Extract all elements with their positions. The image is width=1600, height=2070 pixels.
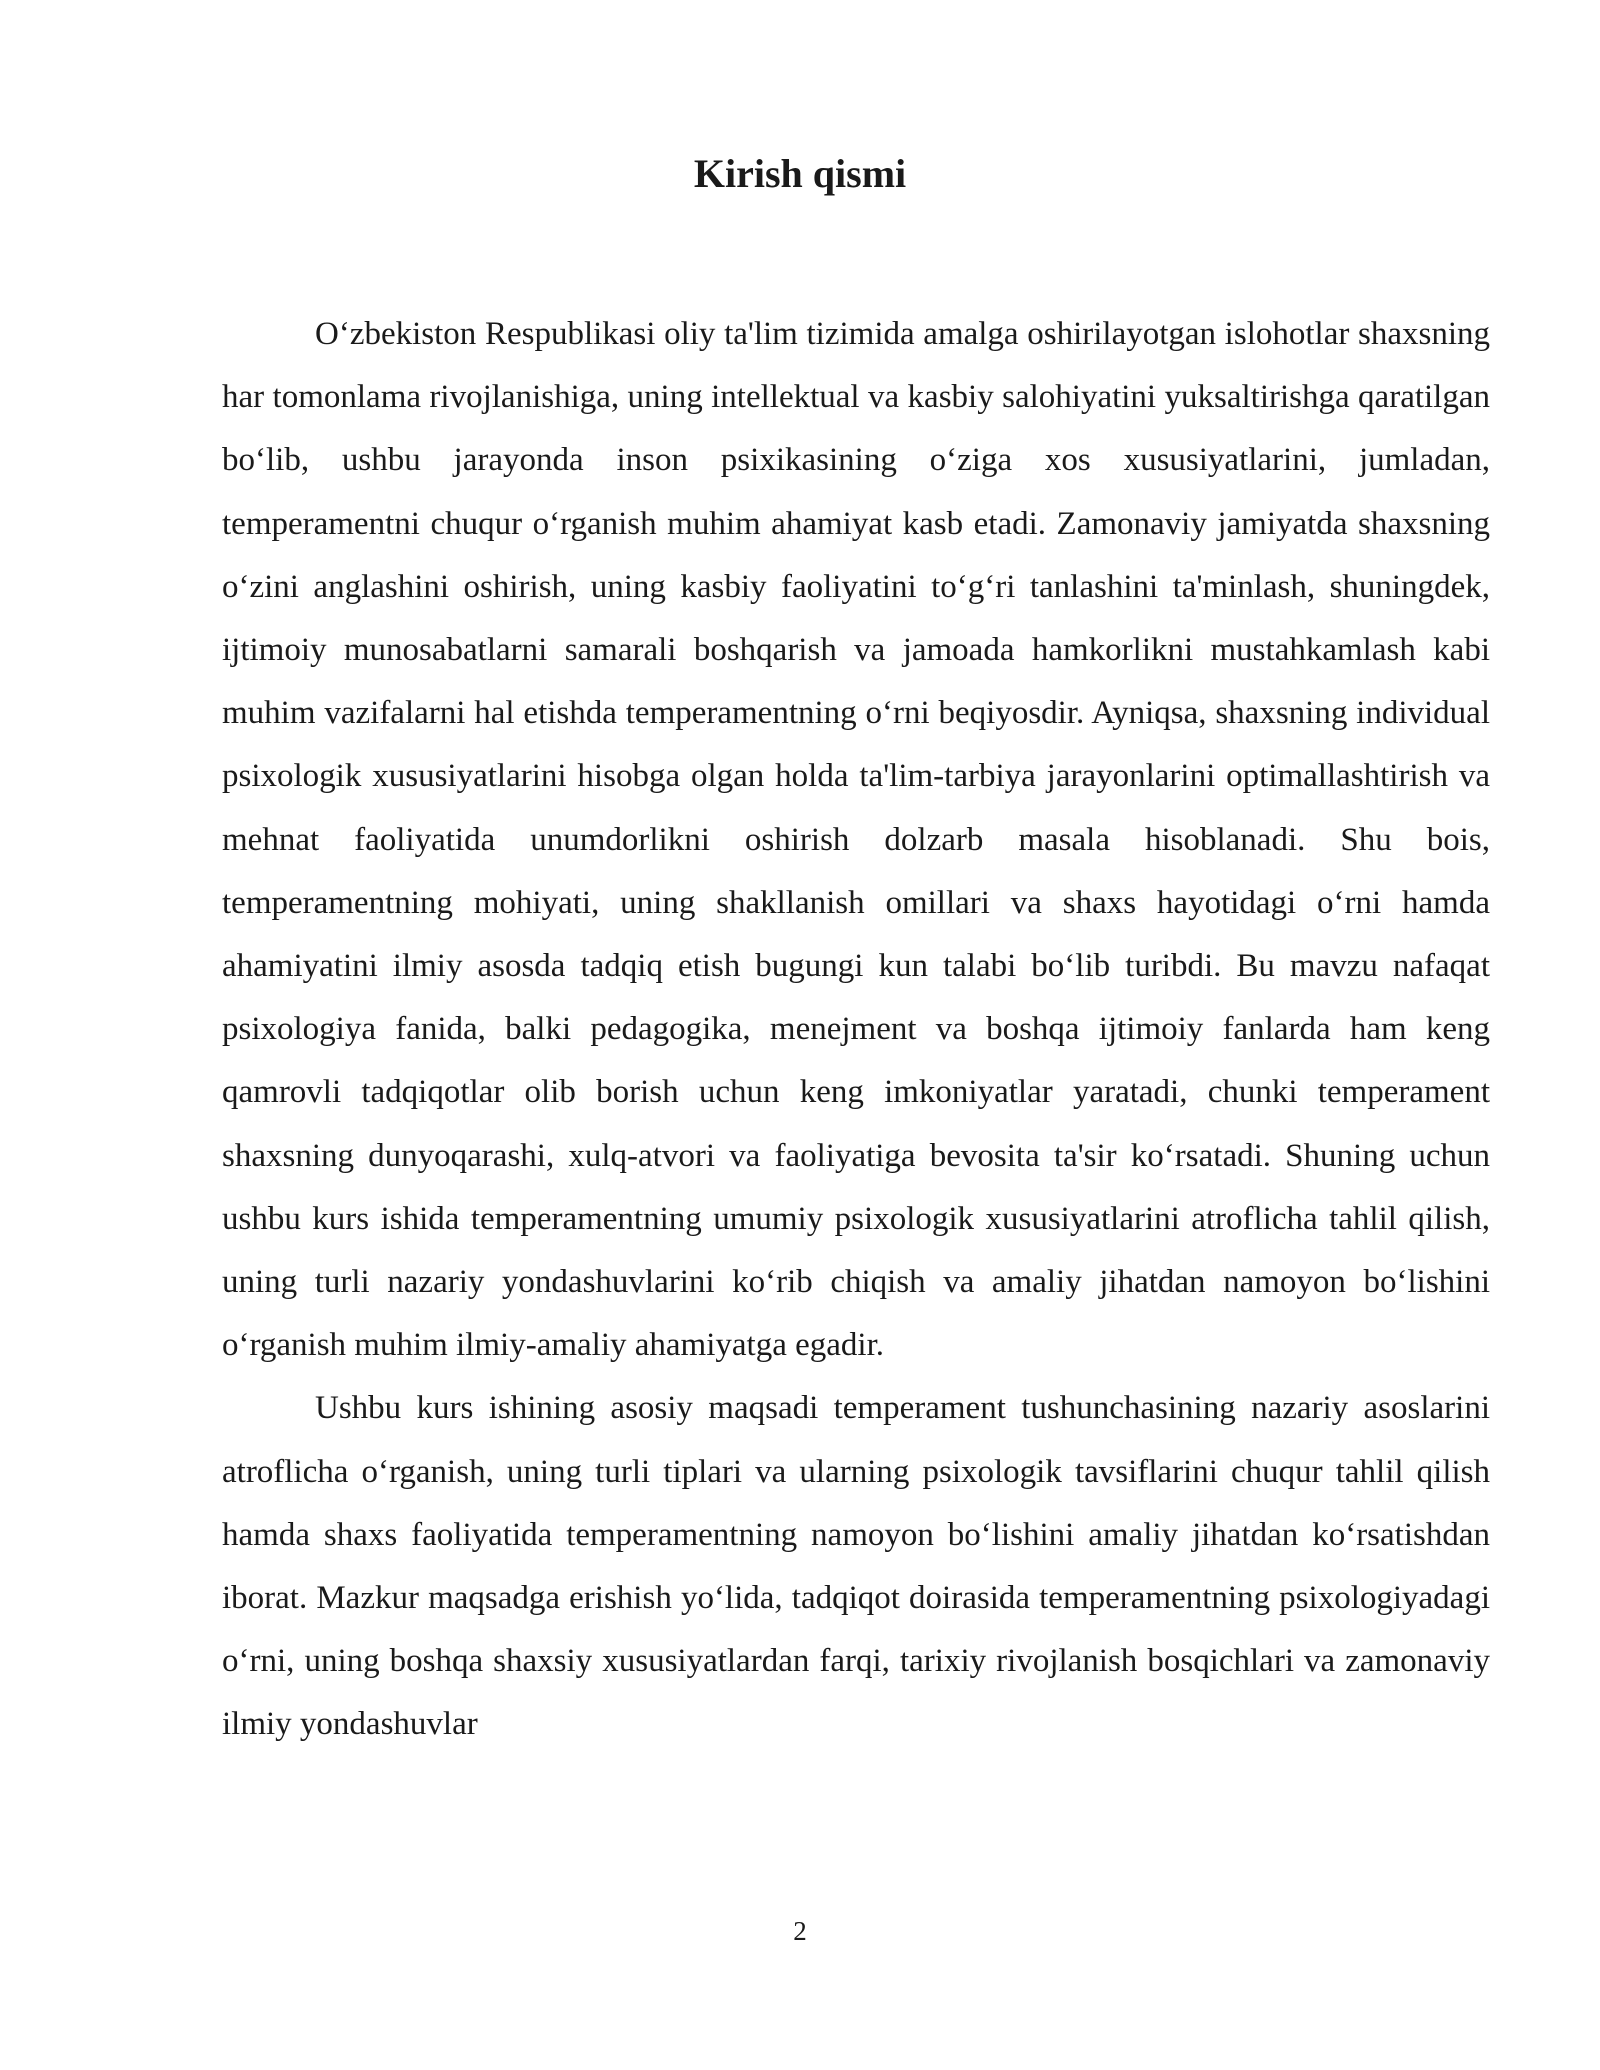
body-text	[222, 303, 1490, 1757]
paragraph-2: Ushbu kurs ishining asosiy maqsadi temperament tushunchasining nazariy asoslarini atroflicha o‘rganish, uning turli tiplari va ularning psixologik tavsiflarini chuqur tahlil qilish hamda shaxs faoliyatida temperamentning namoyon bo‘lishini amaliy jihatdan ko‘rsatishdan iborat. Mazkur maqsadga erishish yo‘lida, tadqiqot doirasida temperamentning psixologiyadagi o‘rni, uning boshqa shaxsiy xususiyatlardan farqi, tarixiy rivojlanish bosqichlari va zamonaviy ilmiy yondashuvlar	[222, 1390, 1490, 1743]
page-number: 2	[793, 1916, 807, 1946]
paragraph-1: O‘zbekiston Respublikasi oliy ta'lim tizimida amalga oshirilayotgan islohotlar shaxsning har tomonlama rivojlanishiga, uning intellektual va kasbiy salohiyatini yuksaltirishga qaratilgan bo‘lib, ushbu jarayonda inson psixikasining o‘ziga xos xususiyatlarini, jumladan, temperamentni chuqur o‘rganish muhim ahamiyat kasb etadi. Zamonaviy jamiyatda shaxsning o‘zini anglashini oshirish, uning kasbiy faoliyatini to‘g‘ri tanlashini ta'minlash, shuningdek, ijtimoiy munosabatlarni samarali boshqarish va jamoada hamkorlikni mustahkamlash kabi muhim vazifalarni hal etishda temperamentning o‘rni beqiyosdir. Ayniqsa, shaxsning individual psixologik xususiyatlarini hisobga olgan holda ta'lim-tarbiya jarayonlarini optimallashtirish va mehnat faoliyatida unumdorlikni oshirish dolzarb masala hisoblanadi. Shu bois, temperamentning mohiyati, uning shakllanish omillari va shaxs hayotidagi o‘rni hamda ahamiyatini ilmiy asosda tadqiq etish bugungi kun talabi bo‘lib turibdi. Bu mavzu nafaqat psixologiya fanida, balki pedagogika, menejment va boshqa ijtimoiy fanlarda ham keng qamrovli tadqiqotlar olib borish uchun keng imkoniyatlar yaratadi, chunki temperament shaxsning dunyoqarashi, xulq-atvori va faoliyatiga bevosita ta'sir ko‘rsatadi. Shuning uchun ushbu kurs ishida temperamentning umumiy psixologik xususiyatlarini atroflicha tahlil qilish, uning turli nazariy yondashuvlarini ko‘rib chiqish va amaliy jihatdan namoyon bo‘lishini o‘rganish muhim ilmiy-amaliy ahamiyatga egadir.	[222, 316, 1490, 1364]
page-title: Kirish qismi	[693, 151, 907, 196]
